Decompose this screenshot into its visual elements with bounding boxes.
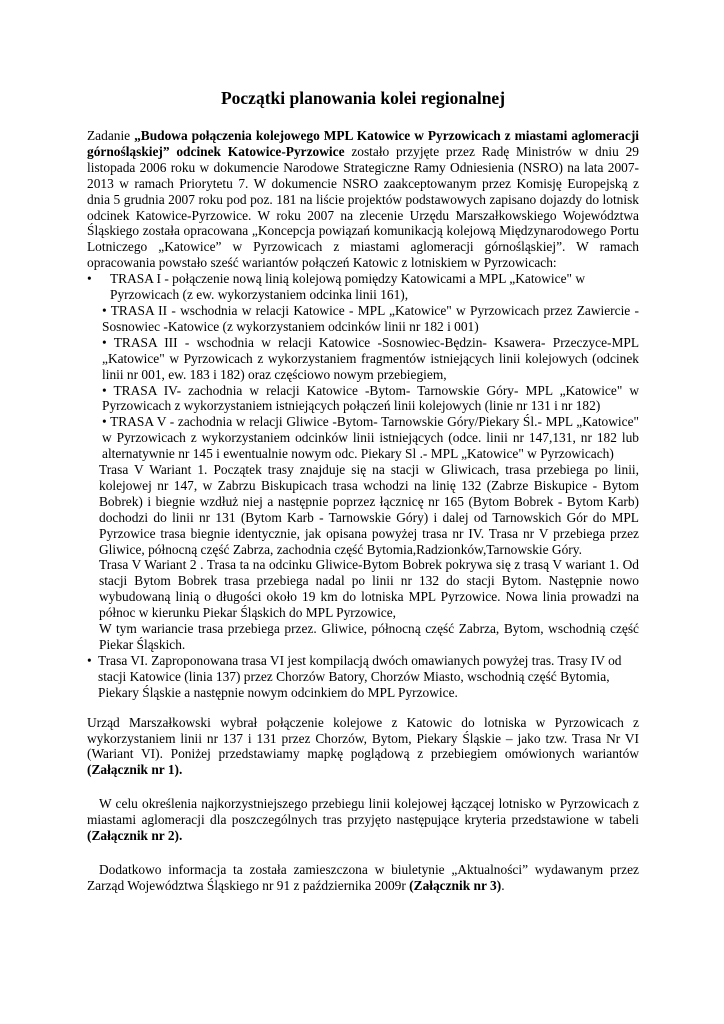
bulletin-text: Dodatkowo informacja ta została zamieszczona w biuletynie „Aktualności” wydawanym przez Zarząd Województwa Śląskiego nr 91 z października 2009r (87, 861, 639, 893)
trasa-6-text: Trasa VI. Zaproponowana trasa VI jest kompilacją dwóch omawianych powyżej tras. Trasy IV od stacji Katowice (linia 137) przez Chorzów Batory, Chorzów Miasto, wschodnią część Bytomia, Piekary Śląskie a następnie nowym odcinkiem do MPL Pyrzowice. (98, 652, 622, 700)
list-item-trasa-2: • TRASA II - wschodnia w relacji Katowice - MPL „Katowice" w Pyrzowicach przez Zawiercie - Sosnowiec -Katowice (z wykorzystaniem odcinków linii nr 182 i 001) (102, 302, 639, 334)
spacer (87, 778, 639, 796)
spacer (87, 701, 639, 715)
paragraph-bulletin (87, 862, 639, 894)
trasa-5-wariant-1: Trasa V Wariant 1. Początek trasy znajduje się na stacji w Gliwicach, trasa przebiega po linii, kolejowej nr 147, w Zabrzu Biskupicach trasa wchodzi na linię 132 (Zabrze Biskupice - Bytom Bobrek) i biegnie wzdłuż niej a następnie poprzez łącznicę nr 165 (Bytom Bobrek - Bytom Karb) dochodzi do linii nr 131 (Bytom Karb - Tarnowskie Góry) i dalej od Tarnowskich Gór do MPL Pyrzowice trasa biegnie identycznie, jak opisana powyżej trasa nr IV. Trasa nr V przebiega przez Gliwice, północną część Zabrza, zachodnia część Bytomia,Radzionków,Tarnowskie Góry. (99, 462, 639, 557)
list-item-trasa-5: • TRASA V - zachodnia w relacji Gliwice -Bytom- Tarnowskie Góry/Piekary Śl.- MPL „Katowice" w Pyrzowicach z wykorzystaniem odcinków linii istniejących (odce. linii nr 147,131, nr 182 lub alternatywnie nr 145 i ewentualnie nowym odc. Piekary Sl .- MPL „Katowice" w Pyrzowicach) (102, 414, 639, 462)
intro-bold-task: „Budowa połączenia kolejowego MPL Katowice w Pyrzowicach z miastami aglomeracji górnośląskiej” odcinek Katowice-Pyrzowice (87, 128, 639, 159)
paragraph-decision (87, 715, 639, 779)
page-title: Początki planowania kolei regionalnej (220, 88, 506, 108)
criteria-text: W celu określenia najkorzystniejszego przebiegu linii kolejowej łączącej lotnisko w Pyrzowicach z miastami aglomeracji dla poszczególnych tras przyjęto następujące kryteria przedstawione w tabeli (87, 796, 639, 828)
list-item-trasa-6 (87, 653, 639, 701)
intro-paragraph (87, 128, 639, 271)
trasa-5-wariant-2-summary: W tym wariancie trasa przebiega przez. Gliwice, północną część Zabrza, Bytom, wschodnią część Piekar Śląskich. (99, 621, 639, 652)
intro-text-rest: zostało przyjęte przez Radę Ministrów w dniu 29 listopada 2006 roku w dokumencie Narodowe Strategiczne Ramy Odniesienia (NSRO) na lata 2007-2013 w ramach Priorytetu 7. W dokumencie NSRO zaakceptowanym przez Komisję Europejską z dnia 5 grudnia 2007 roku pod poz. 181 na liście projektów podstawowych zapisano dojazdy do lotnisk odcinek Katowice-Pyrzowice. W roku 2007 na zlecenie Urzędu Marszałkowskiego Województwa Śląskiego została opracowana „Koncepcja powiązań komunikacją kolejową Międzynarodowego Portu Lotniczego „Katowice” w Pyrzowicach z miastami aglomeracji górnośląskiej”. W ramach opracowania powstało sześć wariantów połączeń Katowic z lotniskiem w Pyrzowicach: (87, 143, 640, 271)
attachment-3-ref: (Załącznik nr 3) (409, 877, 502, 893)
trasa-1-text: TRASA I - połączenie nową linią kolejową pomiędzy Katowicami a MPL „Katowice" w Pyrzowicach (z ew. wykorzystaniem odcinka linii 161), (110, 271, 585, 303)
trasa-5-wariant-2: Trasa V Wariant 2 . Trasa ta na odcinku Gliwice-Bytom Bobrek pokrywa się z trasą V wariant 1. Od stacji Bytom Bobrek trasa przebiega nadal po linii nr 132 do stacji Bytom. Następnie nowo wybudowaną linią o długości około 19 km do lotniska MPL Pyrzowice. Nowa linia prowadzi na północ w kierunku Piekar Śląskich do MPL Pyrzowice, (99, 557, 639, 621)
list-item-trasa-4: • TRASA IV- zachodnia w relacji Katowice -Bytom- Tarnowskie Góry- MPL „Katowice" w Pyrzowicach z wykorzystaniem istniejących połączeń linii kolejowych (linie nr 131 i nr 182) (102, 382, 639, 414)
list-item-trasa-1 (87, 271, 639, 303)
paragraph-criteria (87, 796, 639, 844)
bulletin-end: . (501, 877, 505, 893)
attachment-2-ref: (Załącznik nr 2). (87, 828, 183, 844)
list-item-trasa-3: • TRASA III - wschodnia w relacji Katowice -Sosnowiec-Będzin- Ksawera- Przeczyce-MPL „Katowice" w Pyrzowicach z wykorzystaniem fragmentów istniejących linii kolejowych (odcinek linii nr 001, ew. 183 i 182) oraz częściowo nowym przebiegiem, (102, 334, 639, 382)
attachment-1-ref: (Załącznik nr 1). (87, 762, 183, 778)
spacer (87, 844, 639, 862)
bullet-mark: • (87, 271, 92, 287)
document-body (87, 128, 639, 894)
bullet-mark: • (87, 652, 92, 668)
decision-text: Urząd Marszałkowski wybrał połączenie kolejowe z Katowic do lotniska w Pyrzowicach z wykorzystaniem linii nr 137 i 131 przez Chorzów, Bytom, Piekary Śląskie – jako tzw. Trasa Nr VI (Wariant VI). Poniżej przedstawiamy mapkę poglądową z przebiegiem omówionych wariantów (87, 714, 639, 762)
intro-text-start: Zadanie (87, 128, 135, 143)
